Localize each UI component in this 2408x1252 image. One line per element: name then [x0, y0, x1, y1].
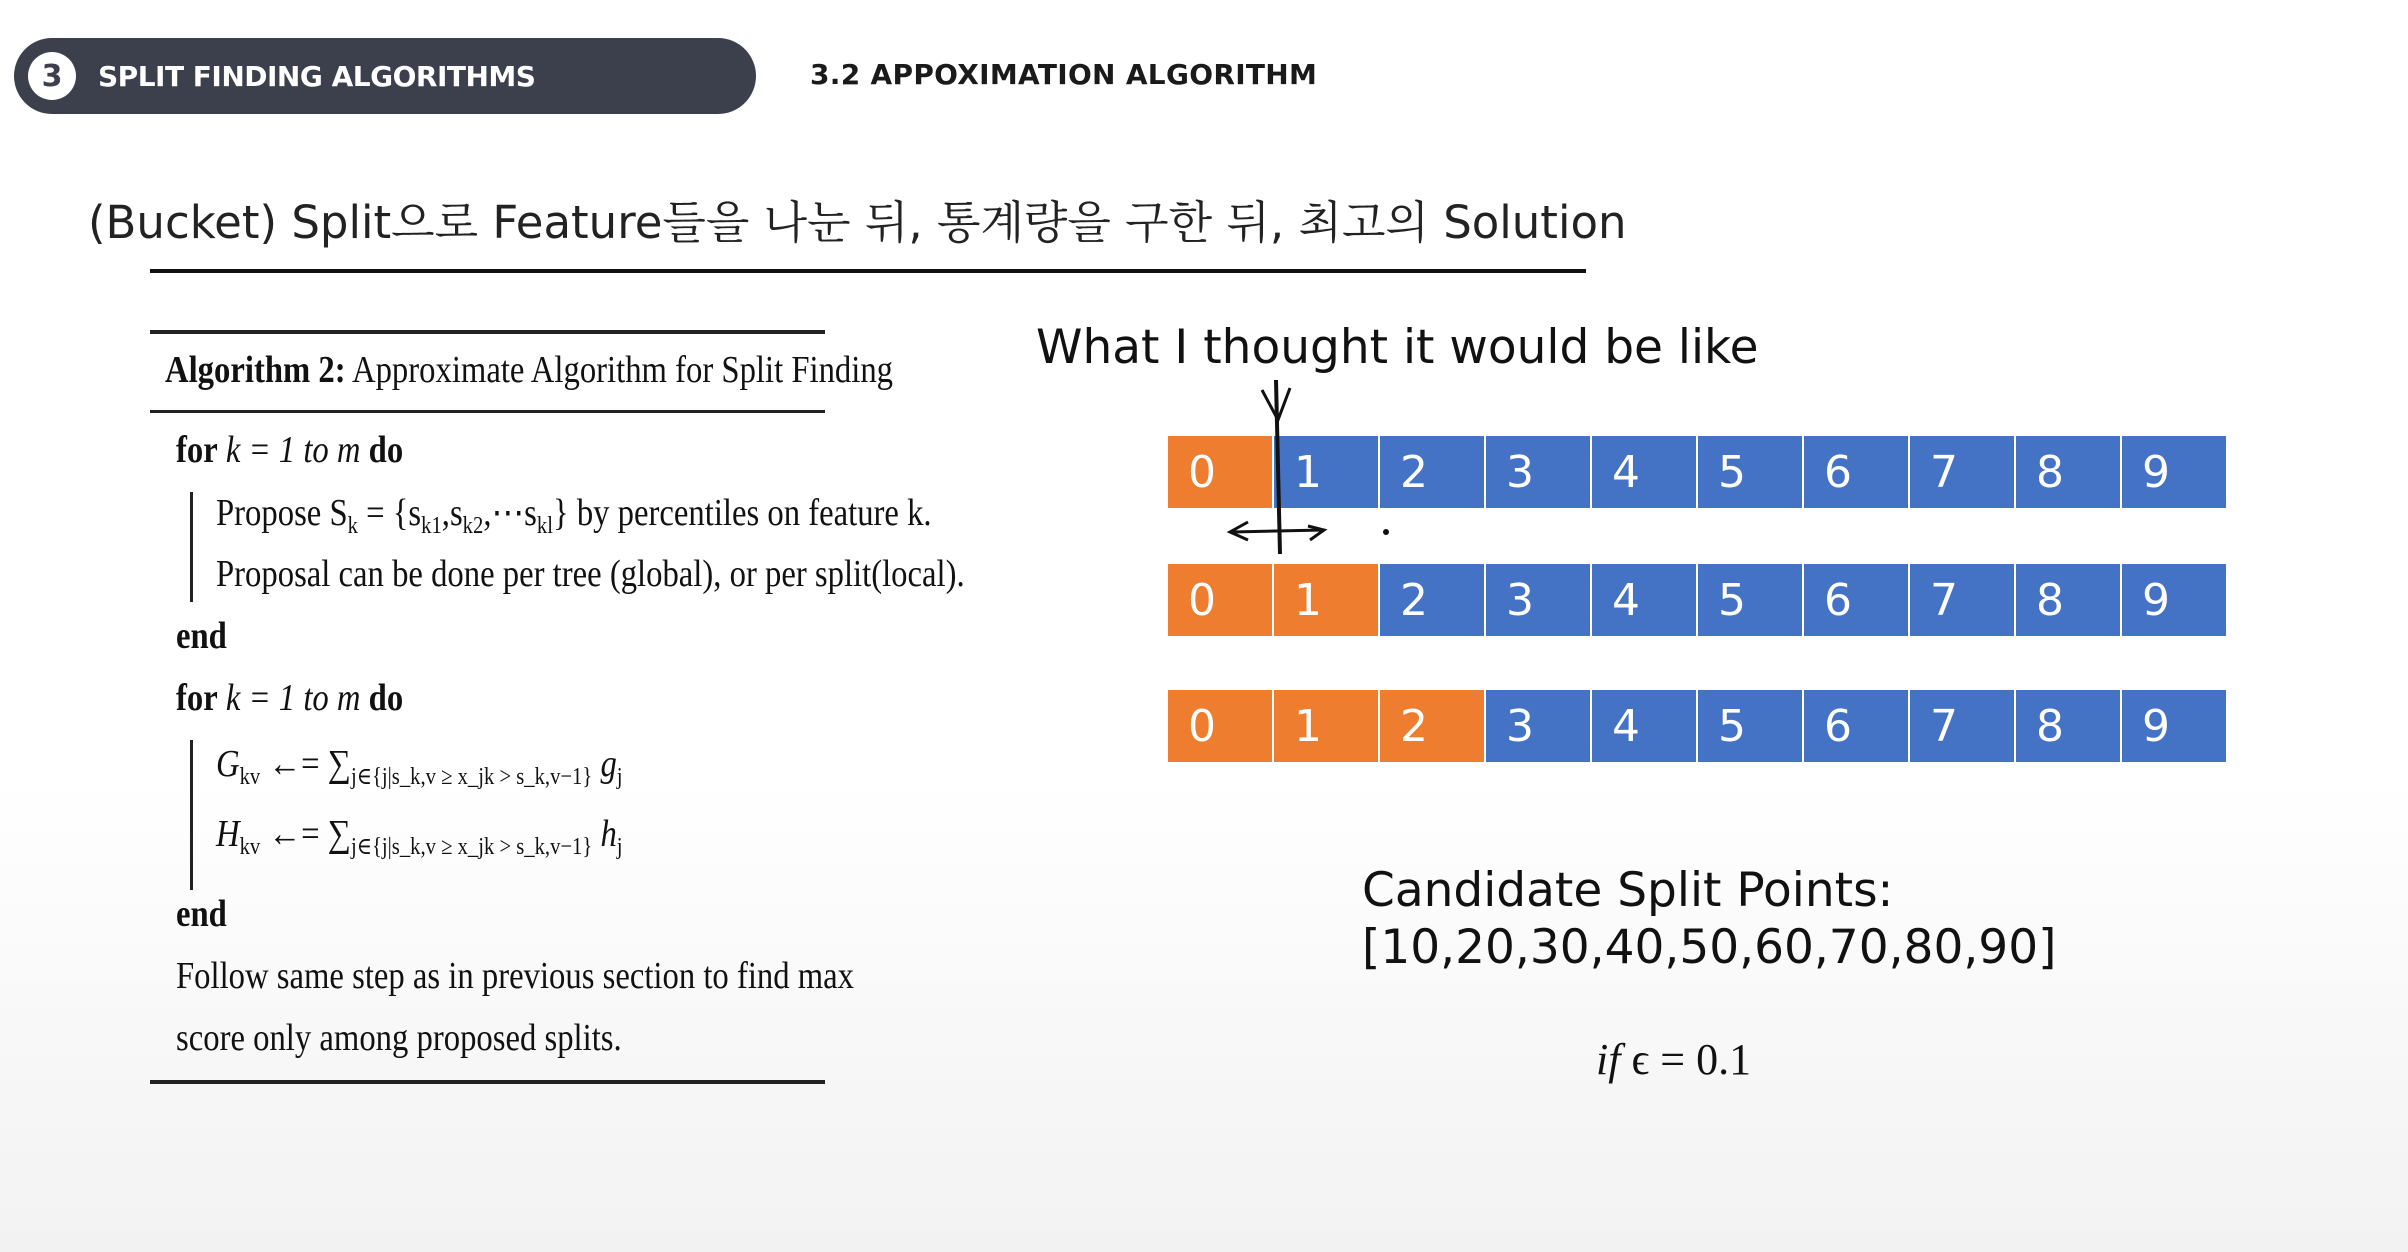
- bucket-cell: 7: [1910, 436, 2014, 508]
- h-term-sub: j: [616, 834, 623, 860]
- h-term: h: [600, 813, 617, 855]
- bucket-cell: 4: [1592, 564, 1696, 636]
- bucket-cell: 7: [1910, 690, 2014, 762]
- algorithm-label: Algorithm 2:: [165, 349, 346, 391]
- formula-epsilon: ϵ = 0.1: [1631, 1035, 1752, 1084]
- loop-var: k = 1: [225, 677, 296, 719]
- bucket-cell: 5: [1698, 690, 1802, 762]
- bucket-cell: 2: [1380, 436, 1484, 508]
- algorithm-name: Approximate Algorithm for Split Finding: [351, 349, 894, 391]
- bucket-cell: 1: [1274, 564, 1378, 636]
- keyword-do: do: [368, 429, 404, 471]
- diagram-caption: What I thought it would be like: [1036, 320, 1759, 375]
- bucket-cell: 2: [1380, 564, 1484, 636]
- g-term-sub: j: [616, 764, 623, 790]
- loop-var: k = 1: [225, 429, 296, 471]
- algorithm-line-h: [216, 812, 623, 861]
- section-pill: [14, 38, 756, 114]
- h-sub: kv: [239, 834, 261, 860]
- algorithm-line-g: [216, 742, 623, 791]
- section-number-badge: 3: [28, 52, 76, 100]
- propose-prefix: Propose S: [216, 492, 348, 534]
- loop2-bar: [190, 740, 193, 890]
- bucket-row: [1168, 436, 2228, 508]
- bucket-cell: 3: [1486, 690, 1590, 762]
- propose-sub: k: [347, 513, 358, 539]
- propose-sl: kl: [536, 513, 553, 539]
- slide-heading: (Bucket) Split으로 Feature들을 나눈 뒤, 통계량을 구한 뒤, 최고의 Solution: [88, 196, 1627, 249]
- bucket-cell: 9: [2122, 436, 2226, 508]
- section-title: SPLIT FINDING ALGORITHMS: [98, 60, 536, 93]
- algorithm-line-loop2: [176, 676, 403, 720]
- h-index: j∈{j|s_k,v ≥ x_jk > s_k,v−1}: [351, 834, 593, 860]
- bucket-cell: 1: [1274, 436, 1378, 508]
- bucket-cell: 6: [1804, 564, 1908, 636]
- bucket-cell: 0: [1168, 564, 1272, 636]
- loop-range: to m: [303, 677, 361, 719]
- algorithm-bottom-rule: [150, 1080, 825, 1084]
- algorithm-line-follow1: Follow same step as in previous section to find max: [176, 955, 855, 997]
- algorithm-line-follow2: score only among proposed splits.: [176, 1017, 622, 1059]
- candidates-values: [10,20,30,40,50,60,70,80,90]: [1362, 920, 2057, 975]
- algorithm-top-rule: [150, 330, 825, 334]
- bucket-cell: 4: [1592, 436, 1696, 508]
- bucket-cell: 1: [1274, 690, 1378, 762]
- bucket-cell: 0: [1168, 690, 1272, 762]
- drag-stroke: [1232, 530, 1324, 532]
- h-symbol: H: [216, 813, 240, 855]
- bucket-row: [1168, 690, 2228, 762]
- keyword-end: end: [176, 893, 227, 935]
- algorithm-line-proposal: Proposal can be done per tree (global), or per split(local).: [216, 553, 965, 595]
- algorithm-line-end1: [176, 614, 227, 658]
- bucket-cell: 3: [1486, 564, 1590, 636]
- keyword-do: do: [368, 677, 404, 719]
- bucket-cell: 8: [2016, 690, 2120, 762]
- drag-arrow-right: [1308, 526, 1324, 540]
- formula-if: if: [1596, 1035, 1621, 1084]
- bucket-cell: 8: [2016, 436, 2120, 508]
- g-symbol: G: [216, 743, 240, 785]
- epsilon-formula: [1596, 1034, 1751, 1085]
- g-index: j∈{j|s_k,v ≥ x_jk > s_k,v−1}: [351, 764, 593, 790]
- loop-range: to m: [303, 429, 361, 471]
- bucket-cell: 0: [1168, 436, 1272, 508]
- g-assign: ←= ∑: [268, 743, 352, 785]
- propose-s2: k2: [462, 513, 484, 539]
- bucket-cell: 2: [1380, 690, 1484, 762]
- g-term: g: [600, 743, 617, 785]
- heading-underline: [150, 269, 1586, 273]
- propose-s1: k1: [421, 513, 442, 539]
- candidate-split-points: [1362, 862, 2056, 976]
- ink-dot: [1383, 529, 1389, 535]
- h-assign: ←= ∑: [268, 813, 352, 855]
- bucket-cell: 7: [1910, 564, 2014, 636]
- algorithm-title: [165, 348, 893, 392]
- bucket-row: [1168, 564, 2228, 636]
- algorithm-line-propose: Propose $S_k$ = $\{s_{k1},s_{k2},\cdots s_{kl}\}$ by percentiles on feature k.: [216, 492, 932, 539]
- bucket-cell: 5: [1698, 564, 1802, 636]
- candidates-label: Candidate Split Points:: [1362, 863, 1894, 918]
- propose-set: = {s: [366, 492, 422, 534]
- bucket-cell: 9: [2122, 564, 2226, 636]
- bucket-cell: 5: [1698, 436, 1802, 508]
- drag-arrow-left: [1230, 522, 1248, 540]
- propose-suffix: } by percentiles on feature k.: [552, 492, 932, 534]
- bucket-cell: 6: [1804, 436, 1908, 508]
- algorithm-line-loop1: [176, 428, 403, 472]
- bucket-cell: 9: [2122, 690, 2226, 762]
- bucket-cell: 6: [1804, 690, 1908, 762]
- split-marker-arrow: [1262, 388, 1290, 420]
- keyword-for: for: [176, 429, 218, 471]
- subsection-title: 3.2 APPOXIMATION ALGORITHM: [810, 58, 1318, 91]
- algorithm-line-end2: [176, 892, 227, 936]
- bucket-cell: 4: [1592, 690, 1696, 762]
- bucket-cell: 8: [2016, 564, 2120, 636]
- keyword-for: for: [176, 677, 218, 719]
- loop1-bar: [190, 492, 193, 602]
- g-sub: kv: [239, 764, 261, 790]
- keyword-end: end: [176, 615, 227, 657]
- bucket-cell: 3: [1486, 436, 1590, 508]
- algorithm-title-rule: [150, 410, 825, 413]
